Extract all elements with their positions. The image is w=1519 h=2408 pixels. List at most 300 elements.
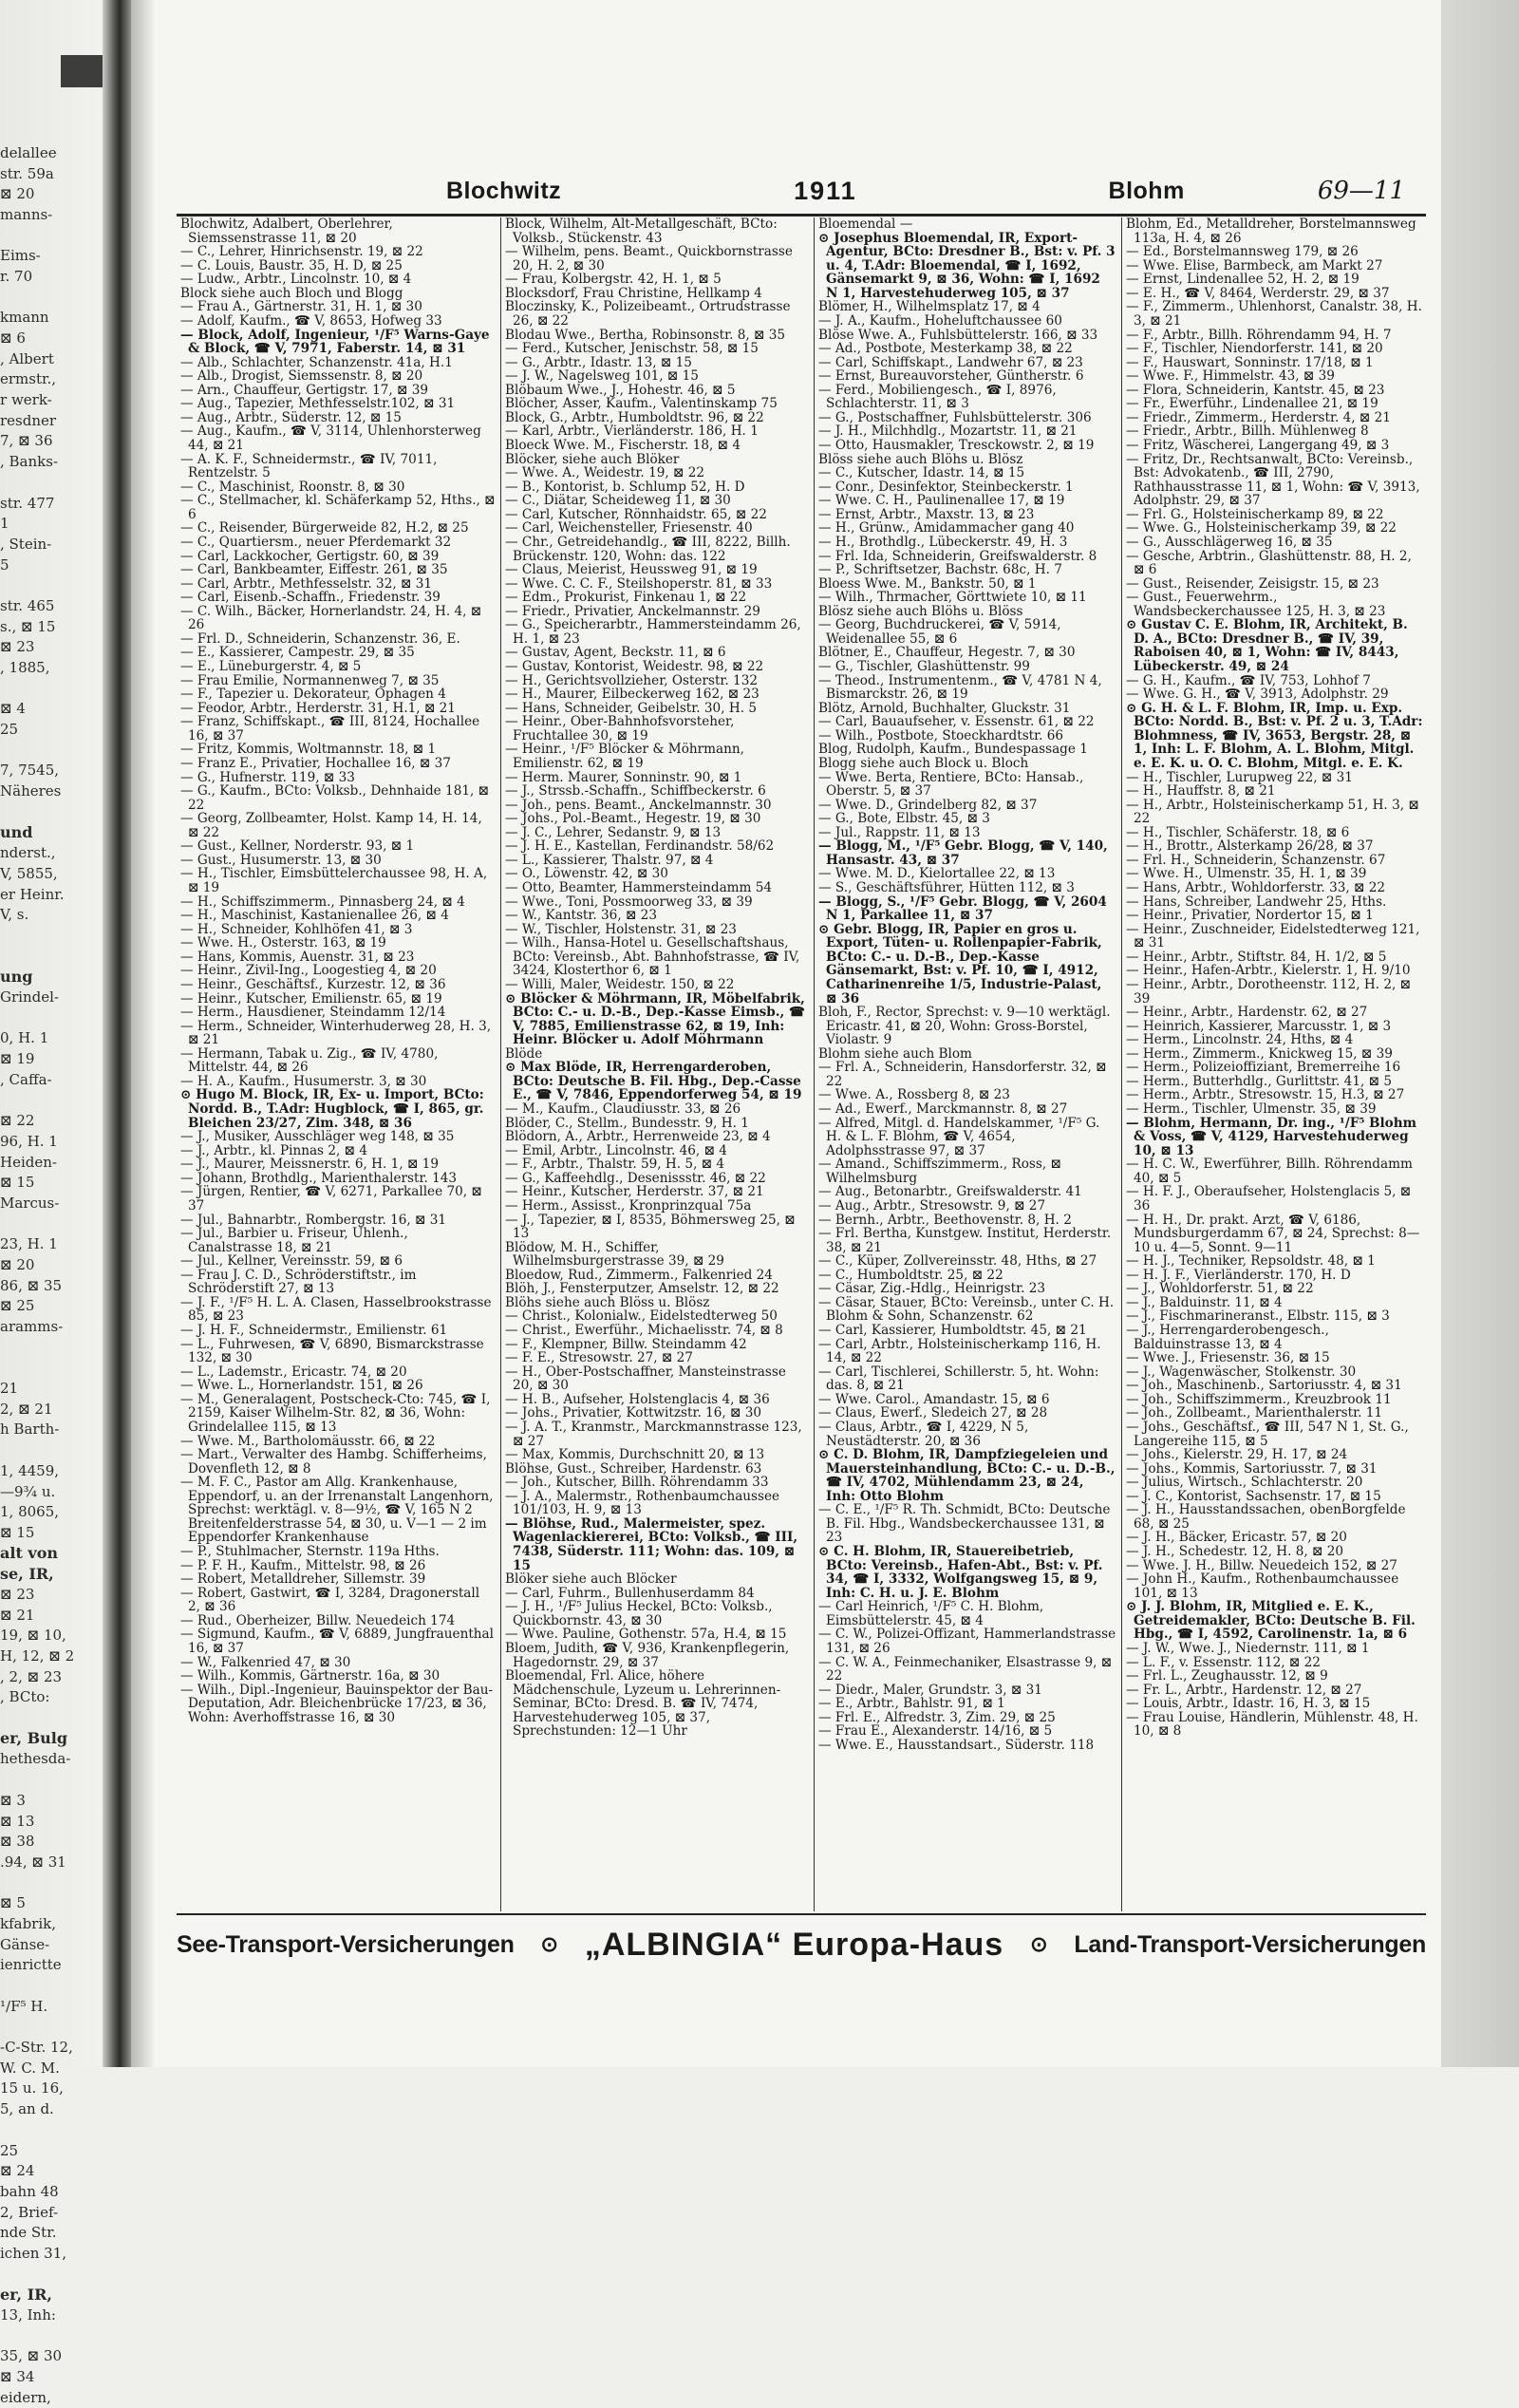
left-page-line: [0, 431, 99, 452]
directory-entry: — J., Herrengarderobengesch., Balduinstrasse 13, ⊠ 4: [1126, 1323, 1329, 1352]
left-page-line: [0, 1913, 99, 1934]
left-page-line: [0, 884, 99, 905]
left-page-text-fragment: Näheres: [0, 782, 62, 800]
directory-entry: — Carl, Fuhrm., Bullenhuserdamm 84: [505, 1585, 755, 1601]
directory-entry: — Wwe. G., Holsteinischerkamp 39, ⊠ 22: [1126, 520, 1397, 536]
directory-entry: — Feodor, Arbtr., Herderstr. 31, H.1, ⊠ 21: [180, 700, 456, 716]
directory-entry: ⊙ C. H. Blohm, IR, Stauereibetrieb, BCto: Vereinsb., Hafen-Abt., Bst: v. Pf. 34, ☎ I, 3332, Wolfgangsweg 15, ⊠ 9, Inh: C. H. u. J. E. Blohm: [818, 1544, 1103, 1601]
directory-entry: — J. H., Hausstandssachen, obenBorgfelde 68, ⊠ 25: [1126, 1502, 1406, 1532]
directory-entry: — J. H. F., Schneidermstr., Emilienstr. 61: [180, 1323, 448, 1338]
directory-entry: — J., Maurer, Meissnerstr. 6, H. 1, ⊠ 19: [180, 1157, 439, 1173]
directory-entry: — H. C. W., Ewerführer, Billh. Röhrendamm 40, ⊠ 5: [1126, 1157, 1413, 1186]
directory-entry: — G. H., Kaufm., ☎ IV, 753, Lohhof 7: [1126, 672, 1371, 688]
left-page-text-fragment: ⊠ 23: [0, 1585, 35, 1603]
directory-entry: — Flora, Schneiderin, Kantstr. 45, ⊠ 23: [1126, 382, 1385, 398]
directory-entry: — Blogg, M., ¹/F⁵ Gebr. Blogg, ☎ V, 140, Hansastr. 43, ⊠ 37: [818, 838, 1108, 868]
directory-entry: — Wwe. C. C. F., Steilshoperstr. 81, ⊠ 33: [505, 575, 773, 592]
directory-entry: — Ernst, Bureauvorsteher, Güntherstr. 6: [818, 368, 1084, 385]
directory-entry: — P., Schriftsetzer, Bachstr. 68c, H. 7: [818, 562, 1062, 578]
directory-entry: — C. W., Polizei-Offizant, Hammerlandstrasse 131, ⊠ 26: [818, 1627, 1116, 1656]
advertisement-footer: [177, 1918, 1426, 1971]
directory-entry: — Friedr., Arbtr., Billh. Mühlenweg 8: [1126, 423, 1369, 440]
left-page-text-fragment: ⊠ 3: [0, 1791, 26, 1809]
directory-entry: — Wilhelm, pens. Beamt., Quickbornstrasse 20, H. 2, ⊠ 30: [505, 244, 793, 273]
directory-entry: — Robert, Metalldreher, Sillemstr. 39: [180, 1571, 426, 1588]
footer-left-text: See-Transport-Versicherungen: [177, 1930, 515, 1958]
left-page-line: [0, 1975, 99, 1996]
directory-entry: — Gust., Reisender, Zeisigstr. 15, ⊠ 23: [1126, 575, 1379, 592]
left-page-line: [0, 822, 99, 843]
directory-entry: — L. F., v. Essenstr. 112, ⊠ 22: [1126, 1654, 1321, 1670]
page-gutter: [103, 0, 131, 2067]
directory-entry: — Alb., Drogist, Siemssenstr. 8, ⊠ 20: [180, 368, 423, 385]
left-page-text-fragment: str. 465: [0, 596, 55, 614]
left-page-text-fragment: , Stein-: [0, 535, 52, 553]
directory-entry: — C. E., ¹/F⁵ R. Th. Schmidt, BCto: Deutsche B. Fil. Hbg., Wandsbeckerchaussee 131, ⊠ 23: [818, 1502, 1111, 1546]
left-page-text-fragment: 7, ⊠ 36: [0, 432, 53, 450]
directory-entry: — Chr., Getreidehandlg., ☎ III, 8222, Billh. Brückenstr. 120, Wohn: das. 122: [505, 534, 791, 564]
left-page-line: [0, 1626, 99, 1646]
directory-entry: — Jul., Bahnarbtr., Rombergstr. 16, ⊠ 31: [180, 1212, 447, 1228]
left-page-line: [0, 1501, 99, 1522]
left-page-line: [0, 2222, 99, 2243]
directory-entry: — Joh., Maschinenb., Sartoriusstr. 4, ⊠ 31: [1126, 1378, 1402, 1394]
directory-entry: — Carl Heinrich, ¹/F⁵ C. H. Blohm, Eimsbüttelerstr. 45, ⊠ 4: [818, 1599, 1044, 1628]
left-page-line: [0, 1460, 99, 1481]
left-page-line: [0, 781, 99, 801]
directory-entry: Blöder, C., Stellm., Bundesstr. 9, H. 1: [505, 1115, 749, 1131]
directory-entry: — Jürgen, Rentier, ☎ V, 6271, Parkallee 70, ⊠ 37: [180, 1184, 482, 1213]
directory-entry: Blöcher, Asser, Kaufm., Valentinskamp 75: [505, 396, 778, 412]
directory-entry: — H. F. J., Oberaufseher, Holstenglacis 5, ⊠ 36: [1126, 1184, 1412, 1213]
directory-entry: — J. H., Milchhdlg., Mozartstr. 11, ⊠ 21: [818, 423, 1078, 440]
directory-entry: — Wwe. D., Grindelberg 82, ⊠ 37: [818, 797, 1038, 813]
directory-entry: — Wwe. F., Himmelstr. 43, ⊠ 39: [1126, 368, 1335, 385]
directory-entry: — H., Brothdlg., Lübeckerstr. 49, H. 3: [818, 534, 1068, 550]
left-page-line: [0, 1831, 99, 1852]
directory-entry: — Frau A., Gärtnerstr. 31, H. 1, ⊠ 30: [180, 299, 422, 315]
directory-entry: — H., Tischler, Lurupweg 22, ⊠ 31: [1126, 769, 1353, 785]
directory-entry: — Carl, Tischlerei, Schillerstr. 5, ht. Wohn: das. 8, ⊠ 21: [818, 1364, 1099, 1394]
left-page-fragment: [0, 142, 99, 2406]
left-page-text-fragment: ⊠ 13: [0, 1812, 35, 1830]
left-page-line: [0, 863, 99, 884]
directory-entry: — Gesche, Arbtrin., Glashüttenstr. 88, H. 2, ⊠ 6: [1126, 548, 1412, 578]
left-page-line: [0, 1337, 99, 1358]
directory-entry: — Alb., Schlachter, Schanzenstr. 41a, H.1: [180, 354, 453, 370]
left-page-line: [0, 574, 99, 595]
directory-entry: Blöker siehe auch Blöcker: [505, 1571, 677, 1588]
left-page-text-fragment: 1, 8065,: [0, 1503, 60, 1521]
left-page-text-fragment: -C-Str. 12,: [0, 2039, 73, 2057]
left-page-text-fragment: Heiden-: [0, 1153, 57, 1171]
directory-entry: Blohm siehe auch Blom: [818, 1045, 972, 1062]
directory-entry: ⊙ Hugo M. Block, IR, Ex- u. Import, BCto: Nordd. B., T.Adr: Hugblock, ☎ I, 865, gr. Bleichen 23/27, Zim. 348, ⊠ 36: [180, 1087, 484, 1131]
footer-rule: [177, 1913, 1426, 1915]
directory-entry: — F., Tischler, Niendorferstr. 141, ⊠ 20: [1126, 341, 1383, 357]
left-page-line: [0, 2202, 99, 2223]
directory-entry: — H., Arbtr., Holsteinischerkamp 51, H. 3, ⊠ 22: [1126, 797, 1419, 827]
directory-entry: — F., Hauswart, Sonninstr. 17/18, ⊠ 1: [1126, 354, 1374, 370]
left-page-line: [0, 946, 99, 967]
directory-entry: Blösz siehe auch Blöhs u. Blöss: [818, 603, 1023, 619]
left-page-line: [0, 2325, 99, 2346]
directory-entry: — Wwe. M. D., Kielortallee 22, ⊠ 13: [818, 866, 1056, 882]
left-page-line: [0, 761, 99, 781]
directory-entry: Blötz, Arnold, Buchhalter, Gluckstr. 31: [818, 700, 1071, 716]
left-page-line: [0, 1172, 99, 1193]
directory-entry: — Franz E., Privatier, Hochallee 16, ⊠ 37: [180, 755, 451, 771]
left-page-text-fragment: nde Str.: [0, 2224, 57, 2242]
directory-entry: — H. J., Techniker, Repsoldstr. 48, ⊠ 1: [1126, 1253, 1376, 1270]
directory-entry: — H., Tischler, Eimsbüttelerchaussee 98, H. A, ⊠ 19: [180, 866, 488, 895]
left-page-line: [0, 2098, 99, 2119]
left-page-line: [0, 1563, 99, 1584]
directory-entry: — Conr., Desinfektor, Steinbeckerstr. 1: [818, 479, 1074, 495]
directory-entry: — Johs., Kommis, Sartoriusstr. 7, ⊠ 31: [1126, 1460, 1378, 1477]
directory-entry: — Johs., Kielerstr. 29, H. 17, ⊠ 24: [1126, 1447, 1348, 1463]
left-page-line: [0, 1439, 99, 1460]
directory-entry: Blöss siehe auch Blöhs u. Blösz: [818, 451, 1023, 467]
left-page-line: [0, 2387, 99, 2408]
directory-entry: — Heinr., Kutscher, Emilienstr. 65, ⊠ 19: [180, 990, 442, 1006]
left-page-line: [0, 967, 99, 988]
directory-entry: — Heinr., Hafen-Arbtr., Kielerstr. 1, H. 9/10: [1126, 963, 1411, 979]
left-page-line: [0, 1233, 99, 1254]
directory-entry: — Carl, Arbtr., Methfesselstr. 32, ⊠ 31: [180, 575, 432, 592]
directory-entry: — Johann, Brothdlg., Marienthalerstr. 143: [180, 1170, 458, 1186]
directory-entry: — Wwe. L., Hornerlandstr. 151, ⊠ 26: [180, 1378, 423, 1394]
directory-entry: — H., Schiffszimmerm., Pinnasberg 24, ⊠ 4: [180, 894, 465, 910]
left-page-line: [0, 637, 99, 658]
directory-entry: — F., Arbtr., Thalstr. 59, H. 5, ⊠ 4: [505, 1157, 725, 1173]
left-page-line: [0, 1254, 99, 1275]
directory-entry: — Herm., Lincolnstr. 24, Hths, ⊠ 4: [1126, 1032, 1354, 1048]
left-page-text-fragment: h Barth-: [0, 1420, 60, 1439]
directory-entry: ⊙ Max Blöde, IR, Herrengarderoben, BCto: Deutsche B. Fil. Hbg., Dep.-Casse E., ☎ V, 7846, Eppendorferweg 54, ⊠ 19: [505, 1060, 802, 1103]
left-page-text-fragment: r. 70: [0, 267, 33, 285]
left-page-line: [0, 1892, 99, 1913]
directory-entry: — Herm., Arbtr., Stresowstr. 15, H.3, ⊠ 27: [1126, 1087, 1405, 1103]
left-page-line: [0, 904, 99, 925]
left-page-line: [0, 1543, 99, 1564]
left-page-text-fragment: —9¾ u.: [0, 1482, 56, 1500]
directory-entry: Blöde: [505, 1045, 543, 1062]
directory-entry: — G., Tischler, Glashüttenstr. 99: [818, 659, 1030, 674]
directory-entry: — Aug., Kaufm., ☎ V, 3114, Uhlenhorsterweg 44, ⊠ 21: [180, 423, 481, 453]
left-page-line: [0, 1481, 99, 1502]
left-page-line: [0, 925, 99, 946]
left-page-line: [0, 1584, 99, 1605]
left-page-line: [0, 534, 99, 555]
directory-entry: — Otto, Beamter, Hammersteindamm 54: [505, 880, 773, 895]
directory-entry: Blodau Wwe., Bertha, Robinsonstr. 8, ⊠ 35: [505, 327, 786, 343]
directory-entry: — Wilh., Dipl.-Ingenieur, Bauinspektor der Bau-Deputation, Adr. Bleichenbrücke 17/23, ⊠ 36, Wohn: Averhoffstrasse 16, ⊠ 30: [180, 1682, 494, 1725]
directory-entry: — C., Kutscher, Idastr. 14, ⊠ 15: [818, 465, 1025, 481]
directory-entry: — Christ., Ewerführ., Michaelisstr. 74, ⊠ 8: [505, 1323, 783, 1338]
directory-entry: — Frau, Kolbergstr. 42, H. 1, ⊠ 5: [505, 272, 722, 288]
left-page-line: [0, 2264, 99, 2285]
left-page-text-fragment: ⊠ 38: [0, 1833, 35, 1851]
left-page-text-fragment: 15 u. 16,: [0, 2079, 64, 2098]
left-page-line: [0, 2140, 99, 2161]
directory-entry: — J. F., ¹/F⁵ H. L. A. Clasen, Hasselbrookstrasse 85, ⊠ 23: [180, 1294, 492, 1325]
directory-entry: — Friedr., Privatier, Anckelmannstr. 29: [505, 603, 760, 619]
directory-entry: — Carl, Kutscher, Rönnhaidstr. 65, ⊠ 22: [505, 506, 767, 522]
directory-entry: — C., Diätar, Scheideweg 11, ⊠ 30: [505, 493, 731, 509]
left-page-line: [0, 1110, 99, 1131]
directory-entry: — J. W., Nagelsweg 101, ⊠ 15: [505, 368, 699, 385]
left-page-line: [0, 183, 99, 204]
directory-entry: — Frau J. C. D., Schröderstiftstr., im Schröderstift 27, ⊠ 13: [180, 1267, 417, 1297]
directory-entry: — H., Schneider, Kohlhöfen 41, ⊠ 3: [180, 921, 413, 937]
directory-entry: — G., Bote, Elbstr. 45, ⊠ 3: [818, 811, 990, 827]
directory-entry: — Wwe. G. H., ☎ V, 3913, Adolphstr. 29: [1126, 687, 1389, 703]
directory-entry: — Frl. Ida, Schneiderin, Greifswalderstr. 8: [818, 548, 1097, 564]
directory-entry: — J., Balduinstr. 11, ⊠ 4: [1126, 1294, 1283, 1310]
left-page-text-fragment: , Albert: [0, 349, 54, 367]
left-page-line: [0, 1852, 99, 1872]
directory-entry: — Gust., Feuerwehrm., Wandsbeckerchaussee 125, H. 3, ⊠ 23: [1126, 590, 1386, 619]
directory-entry: Blöcker, siehe auch Blöker: [505, 451, 680, 467]
directory-entry: — Frl. E., Alfredstr. 3, Zim. 29, ⊠ 25: [818, 1709, 1056, 1725]
directory-entry: Block, Wilhelm, Alt-Metallgeschäft, BCto: Volksb., Stückenstr. 43: [505, 216, 778, 246]
left-page-line: [0, 1769, 99, 1790]
directory-entry: — W., Kantstr. 36, ⊠ 23: [505, 908, 657, 924]
left-page-text-fragment: bahn 48: [0, 2182, 59, 2200]
left-page-line: [0, 801, 99, 822]
directory-entry: — Otto, Hausmakler, Tresckowstr. 2, ⊠ 19: [818, 438, 1095, 453]
directory-entry: Blog, Rudolph, Kaufm., Bundespassage 1: [818, 742, 1088, 758]
left-page-line: [0, 1934, 99, 1955]
directory-entry: — Bernh., Arbtr., Beethovenstr. 8, H. 2: [818, 1212, 1072, 1228]
directory-entry: — Max, Kommis, Durchschnitt 20, ⊠ 13: [505, 1447, 765, 1463]
directory-entry: — Herm. Maurer, Sonninstr. 90, ⊠ 1: [505, 769, 742, 785]
directory-entry: — Julius, Wirtsch., Schlachterstr. 20: [1126, 1475, 1363, 1491]
left-page-line: [0, 1193, 99, 1213]
directory-entry: — H., Tischler, Schäferstr. 18, ⊠ 6: [1126, 824, 1350, 840]
left-page-text-fragment: 2, Brief-: [0, 2203, 59, 2221]
directory-entry: — Jul., Rappstr. 11, ⊠ 13: [818, 824, 981, 840]
directory-entry: — Fritz, Kommis, Woltmannstr. 18, ⊠ 1: [180, 742, 437, 758]
left-page-line: [0, 1275, 99, 1296]
directory-entry: — Herm., Assisst., Kronprinzqual 75a: [505, 1197, 752, 1213]
directory-entry: — Frau E., Alexanderstr. 14/16, ⊠ 5: [818, 1723, 1053, 1740]
left-page-line: [0, 1378, 99, 1399]
left-page-line: [0, 2037, 99, 2058]
directory-entry: — H. J. F., Vierländerstr. 170, H. D: [1126, 1267, 1351, 1283]
left-page-text-fragment: 2, ⊠ 21: [0, 1400, 53, 1418]
directory-entry: — Cäsar, Stauer, BCto: Vereinsb., unter C. H. Blohm & Sohn, Schanzenstr. 62: [818, 1294, 1115, 1325]
directory-entry: — H., Grünw., Amidammacher gang 40: [818, 520, 1075, 536]
directory-entry: — C. W. A., Feinmechaniker, Elsastrasse 9, ⊠ 22: [818, 1654, 1113, 1684]
left-page-text-fragment: 96, H. 1: [0, 1132, 58, 1150]
left-page-line: [0, 1749, 99, 1770]
directory-entry: — Fritz, Wäscherei, Langergang 49, ⊠ 3: [1126, 438, 1390, 453]
left-page-text-fragment: ⊠ 21: [0, 1606, 35, 1624]
directory-entry: — G., Kaufm., BCto: Volksb., Dehnhaide 181, ⊠ 22: [180, 783, 490, 813]
directory-entry: Bloeck Wwe. M., Fischerstr. 18, ⊠ 4: [505, 438, 741, 453]
directory-entry: — J., Fischmarineranst., Elbstr. 115, ⊠ 3: [1126, 1308, 1390, 1325]
left-page-text-fragment: kmann: [0, 309, 49, 327]
left-page-text-fragment: hethesda-: [0, 1750, 71, 1768]
directory-entry: — Theod., Instrumentenm., ☎ V, 4781 N 4, Bismarckstr. 26, ⊠ 19: [818, 672, 1102, 703]
directory-entry: — Wwe., Toni, Possmoorweg 33, ⊠ 39: [505, 894, 753, 910]
directory-entry: — H. A., Kaufm., Husumerstr. 3, ⊠ 30: [180, 1073, 427, 1089]
directory-entry: — O., Löwenstr. 42, ⊠ 30: [505, 866, 668, 882]
left-page-line: [0, 1296, 99, 1317]
left-page-text-fragment: alt von: [0, 1544, 59, 1563]
directory-entry: — C., Lehrer, Hinrichsenstr. 19, ⊠ 22: [180, 244, 423, 260]
left-page-line: [0, 348, 99, 369]
left-page-line: [0, 163, 99, 184]
left-page-text-fragment: s., ⊠ 15: [0, 617, 56, 635]
left-page-text-fragment: ermstr.,: [0, 370, 57, 388]
left-page-line: [0, 225, 99, 246]
column-divider: [500, 217, 501, 1911]
left-page-line: [0, 513, 99, 534]
left-page-text-fragment: W. C. M.: [0, 2059, 60, 2077]
left-page-text-fragment: 1, 4459,: [0, 1461, 60, 1479]
directory-entry: — Aug., Betonarbtr., Greifswalderstr. 41: [818, 1184, 1082, 1200]
left-page-line: [0, 616, 99, 637]
directory-entry: Blöh, J., Fensterputzer, Amselstr. 12, ⊠ 22: [505, 1281, 779, 1297]
left-page-text-fragment: .94, ⊠ 31: [0, 1853, 66, 1871]
directory-entry: — Frl. A., Schneiderin, Hansdorferstr. 32, ⊠ 22: [818, 1060, 1107, 1089]
directory-column-2: [505, 217, 809, 1911]
directory-entry: — Hans, Kommis, Auenstr. 31, ⊠ 23: [180, 949, 415, 965]
left-page-text-fragment: Eims-: [0, 247, 41, 265]
directory-entry: — Ernst, Arbtr., Maxstr. 13, ⊠ 23: [818, 506, 1035, 522]
directory-entry: — H., Brottr., Alsterkamp 26/28, ⊠ 37: [1126, 838, 1374, 855]
directory-entry: — Louis, Arbtr., Idastr. 16, H. 3, ⊠ 15: [1126, 1696, 1371, 1712]
directory-entry: — Heinr., Kutscher, Herderstr. 37, ⊠ 21: [505, 1184, 764, 1200]
left-page-text-fragment: ichen 31,: [0, 2244, 67, 2262]
directory-entry: — Emil, Arbtr., Lincolnstr. 46, ⊠ 4: [505, 1142, 727, 1158]
directory-entry: — Carl, Bauaufseher, v. Essenstr. 61, ⊠ 22: [818, 714, 1095, 730]
directory-entry: — Franz, Schiffskapt., ☎ III, 8124, Hochallee 16, ⊠ 37: [180, 714, 480, 743]
directory-entry: — J. C., Lehrer, Sedanstr. 9, ⊠ 13: [505, 824, 722, 840]
directory-entry: — Gustav, Kontorist, Weidestr. 98, ⊠ 22: [505, 659, 764, 674]
directory-entry: — E., Lüneburgerstr. 4, ⊠ 5: [180, 659, 362, 674]
left-page-line: [0, 1687, 99, 1708]
directory-entry: Blochwitz, Adalbert, Oberlehrer, Siemssenstrasse 11, ⊠ 20: [180, 216, 393, 246]
directory-entry: — Heinr., Zivil-Ing., Loogestieg 4, ⊠ 20: [180, 963, 437, 979]
directory-entry: Blöhse, Gust., Schreiber, Hardenstr. 63: [505, 1460, 762, 1477]
directory-entry: — Claus, Meierist, Heussweg 91, ⊠ 19: [505, 562, 758, 578]
directory-entry: Bloh, F., Rector, Sprechst: v. 9—10 werktägl. Ericastr. 41, ⊠ 20, Wohn: Gross-Borstel, Violastr. 9: [818, 1005, 1111, 1048]
left-page-line: [0, 2017, 99, 2038]
left-page-line: [0, 1399, 99, 1420]
left-page-line: [0, 2285, 99, 2305]
left-page-text-fragment: str. 477: [0, 494, 55, 512]
directory-entry: — Claus, Arbtr., ☎ I, 4229, N 5, Neustädterstr. 20, ⊠ 36: [818, 1419, 1029, 1449]
directory-entry: — Herm., Schneider, Winterhuderweg 28, H. 3, ⊠ 21: [180, 1018, 492, 1048]
directory-entry: — L., Lademstr., Ericastr. 74, ⊠ 20: [180, 1364, 407, 1380]
left-page-text-fragment: ⊠ 4: [0, 700, 26, 718]
directory-entry: — M. F. C., Pastor am Allg. Krankenhause, Eppendorf, u. an der Irrenanstalt Langenhorn, Sprechst: werktägl. v. 8—9½, ☎ V, 165 N 2 Breitenfelderstrasse 54, ⊠ 30, u. V—1 — 2 im Eppendorfer Krankenhause: [180, 1475, 494, 1546]
directory-entry: — F., Tapezier u. Dekorateur, Ophagen 4: [180, 687, 446, 703]
directory-entry: — Johs., Geschäftsf., ☎ III, 547 N 1, St. G., Langereihe 115, ⊠ 5: [1126, 1419, 1409, 1449]
directory-entry: — Jul., Barbier u. Friseur, Uhlenh., Canalstrasse 18, ⊠ 21: [180, 1226, 408, 1255]
left-page-line: [0, 266, 99, 287]
left-page-line: [0, 2366, 99, 2387]
directory-entry: — Carl, Bankbeamter, Eiffestr. 261, ⊠ 35: [180, 562, 448, 578]
directory-entry: — Joh., Schiffszimmerm., Kreuzbrook 11: [1126, 1391, 1392, 1407]
directory-entry: — Herm., Polizeioffiziant, Bremerreihe 16: [1126, 1060, 1401, 1076]
left-page-text-fragment: ⊠ 25: [0, 1297, 35, 1315]
footer-bullet-left: ⊙: [540, 1932, 558, 1956]
left-page-line: [0, 1955, 99, 1976]
left-page-text-fragment: Grindel-: [0, 988, 59, 1006]
column-divider: [1121, 217, 1122, 1911]
directory-entry: — J. H., Bäcker, Ericastr. 57, ⊠ 20: [1126, 1530, 1347, 1546]
left-page-line: [0, 1420, 99, 1440]
directory-entry: — Fr. L., Arbtr., Hardenstr. 12, ⊠ 27: [1126, 1682, 1362, 1698]
directory-entry: — C., Stellmacher, kl. Schäferkamp 52, Hths., ⊠ 6: [180, 493, 496, 522]
directory-entry: — Frl. G., Holsteinischerkamp 89, ⊠ 22: [1126, 506, 1384, 522]
running-header: [180, 174, 1424, 208]
directory-entry: — Heinr., Arbtr., Stiftstr. 84, H. 1/2, ⊠ 5: [1126, 949, 1387, 965]
directory-entry: ⊙ Josephus Bloemendal, IR, Export-Agentur, BCto: Dresdner B., Bst: v. Pf. 3 u. 4, T.Adr: Bloemendal, ☎ I, 1692, Gänsemarkt 9, ⊠ 36, Wohn: ☎ I, 1692 N 1, Harvestehuderweg 105, ⊠ 37: [818, 230, 1116, 301]
directory-entry: — Georg, Buchdruckerei, ☎ V, 5914, Weidenallee 55, ⊠ 6: [818, 617, 1061, 647]
left-page-line: [0, 2160, 99, 2181]
left-page-text-fragment: ⊠ 23: [0, 638, 35, 656]
directory-entry: — F., Klempner, Billw. Steindamm 42: [505, 1336, 747, 1352]
directory-entry: — Johs., Privatier, Kottwitzstr. 16, ⊠ 30: [505, 1405, 762, 1421]
left-page-text-fragment: ⊠ 19: [0, 1050, 35, 1068]
header-year: 1911: [794, 176, 857, 205]
directory-entry: Blöbaum Wwe., J., Hohestr. 46, ⊠ 5: [505, 382, 736, 398]
left-page-text-fragment: , 1885,: [0, 659, 50, 677]
footer-right-text: Land-Transport-Versicherungen: [1074, 1930, 1426, 1958]
left-page-line: [0, 1316, 99, 1337]
directory-entry: — Frl. D., Schneiderin, Schanzenstr. 36, E.: [180, 630, 460, 647]
directory-entry: — G., Postschaffner, Fuhlsbüttelerstr. 306: [818, 409, 1092, 425]
directory-entry: — J., Tapezier, ⊠ I, 8535, Böhmersweg 25, ⊠ 13: [505, 1212, 796, 1242]
directory-entry: ⊙ J. J. Blohm, IR, Mitglied e. E. K., Getreidemakler, BCto: Deutsche B. Fil. Hbg., ☎ I, 4592, Carolinenstr. 1a, ⊠ 6: [1126, 1599, 1416, 1643]
directory-entry: Blödorn, A., Arbtr., Herrenweide 23, ⊠ 4: [505, 1129, 771, 1145]
left-page-text-fragment: er Heinr.: [0, 885, 65, 903]
directory-entry: — Edm., Prokurist, Finkenau 1, ⊠ 22: [505, 590, 747, 606]
directory-entry: — Diedr., Maler, Grundstr. 3, ⊠ 31: [818, 1682, 1042, 1698]
directory-entry: — G., Speicherarbtr., Hammersteindamm 26, H. 1, ⊠ 23: [505, 617, 801, 647]
directory-entry: — M., Kaufm., Claudiusstr. 33, ⊠ 26: [505, 1101, 741, 1117]
directory-entry: — J. A., Kaufm., Hoheluftchaussee 60: [818, 312, 1062, 329]
left-page-line: [0, 328, 99, 348]
directory-entry: — Karl, Arbtr., Vierländerstr. 186, H. 1: [505, 423, 759, 440]
directory-entry: — Heinr., Ober-Bahnhofsvorsteher, Fruchtallee 30, ⊠ 19: [505, 714, 735, 743]
left-page-line: [0, 472, 99, 493]
left-page-line: [0, 595, 99, 616]
directory-entry: — P. F. H., Kaufm., Mittelstr. 98, ⊠ 26: [180, 1557, 426, 1573]
directory-entry: — Wwe. M., Bartholomäusstr. 66, ⊠ 22: [180, 1433, 436, 1449]
left-page-line: [0, 1666, 99, 1687]
left-page-line: [0, 142, 99, 163]
left-page-line: [0, 1646, 99, 1666]
directory-entry: Blogg siehe auch Block u. Bloch: [818, 755, 1029, 771]
directory-entry: — C. Louis, Baustr. 35, H. D, ⊠ 25: [180, 257, 403, 273]
left-page-line: [0, 699, 99, 720]
left-page-text-fragment: 23, H. 1: [0, 1235, 58, 1253]
directory-entry: — Block, Adolf, Ingenieur, ¹/F⁵ Warns-Gaye & Block, ☎ V, 7971, Faberstr. 14, ⊠ 31: [180, 327, 490, 357]
directory-entry: — Heinrich, Kassierer, Marcusstr. 1, ⊠ 3: [1126, 1018, 1392, 1034]
left-page-line: [0, 1213, 99, 1234]
left-page-text-fragment: eidern,: [0, 2388, 51, 2406]
left-page-text-fragment: resdner: [0, 411, 57, 429]
left-page-text-fragment: V, s.: [0, 906, 29, 924]
left-page-text-fragment: V, 5855,: [0, 864, 58, 882]
